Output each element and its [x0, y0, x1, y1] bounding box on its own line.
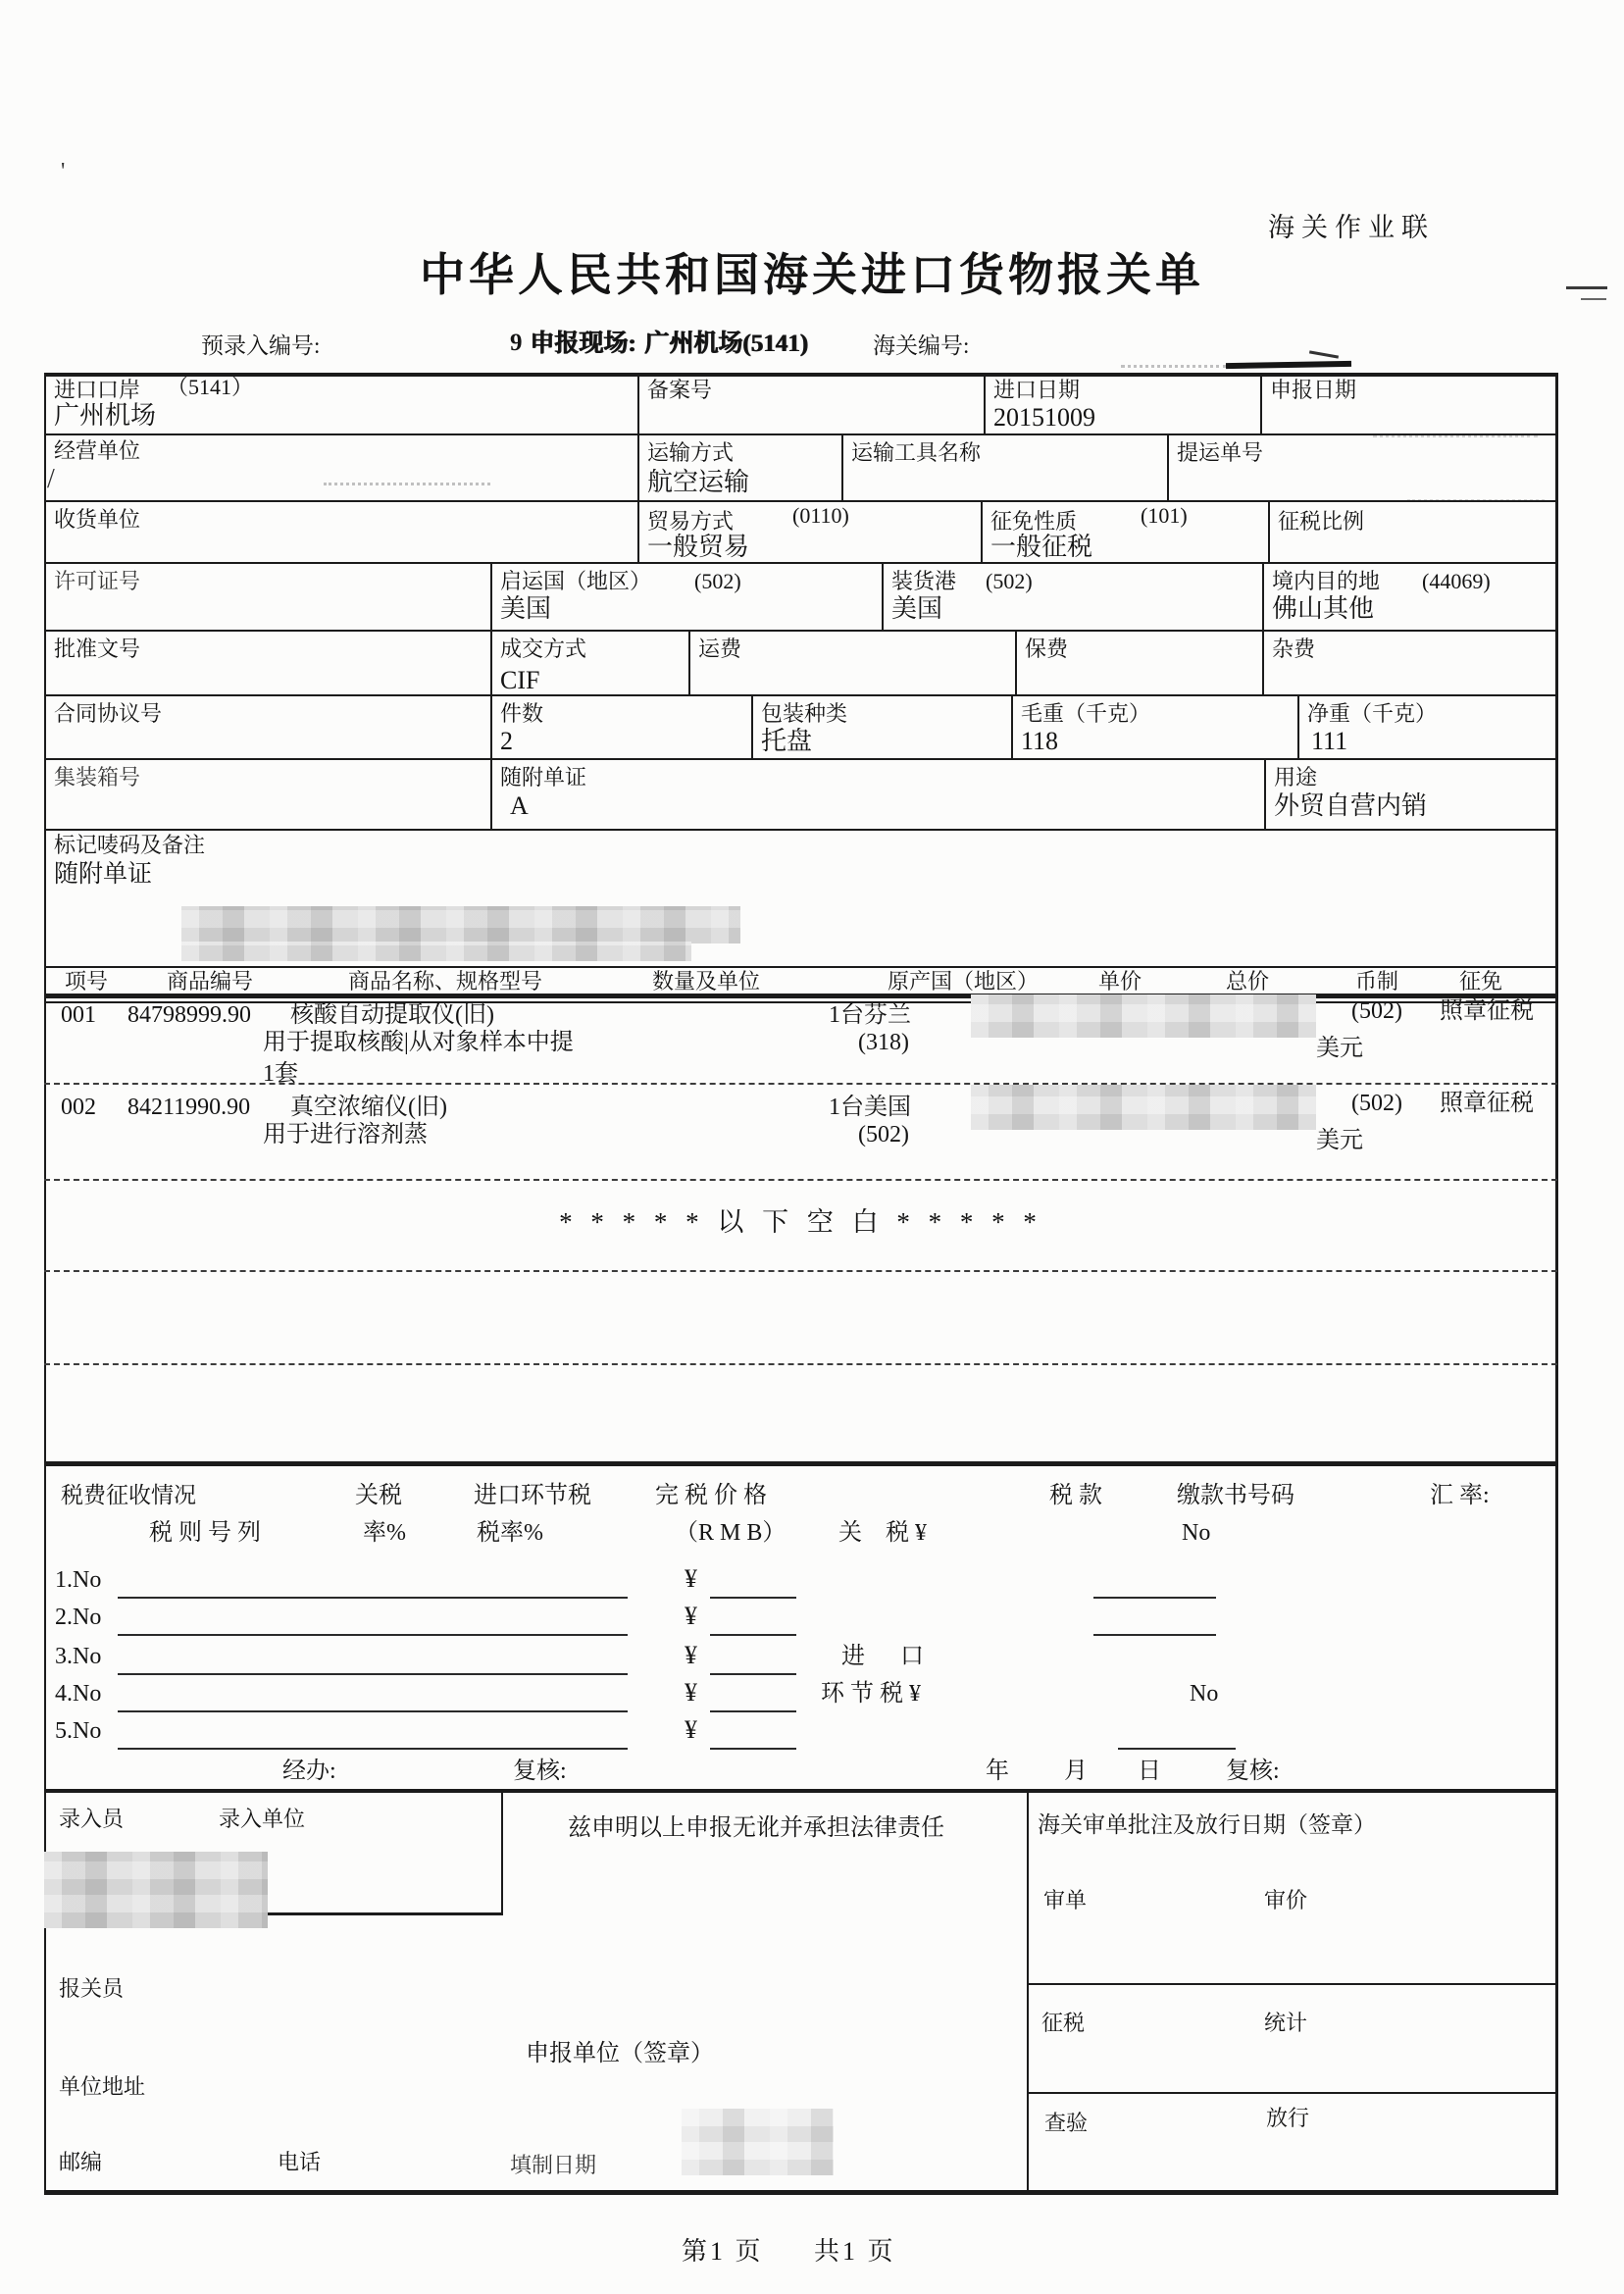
item-separator [44, 1270, 1557, 1272]
tax-col-dutiable-price: 完 税 价 格 [655, 1483, 767, 1508]
item-no: 001 [61, 1002, 96, 1028]
field-package-type-label: 包装种类 [761, 701, 848, 726]
tax-col-rmb: （R M B） [675, 1520, 787, 1546]
col-rule [1015, 630, 1017, 694]
col-rule [1262, 630, 1264, 694]
scan-artifact [1309, 350, 1339, 358]
goods-header-origin: 原产国（地区） [888, 969, 1040, 994]
form-title: 中华人民共和国海关进口货物报关单 [420, 250, 1204, 300]
footer-page-number: 第1 页 [682, 2237, 764, 2266]
item-hs-code: 84211990.90 [127, 1095, 251, 1120]
field-contract-no-label: 合同协议号 [54, 701, 163, 726]
scan-artifact [1226, 361, 1351, 369]
tax-row-label: 5.No [55, 1718, 102, 1744]
col-rule [490, 630, 492, 694]
copy-label: 海关作业联 [1268, 213, 1435, 242]
field-consignee-label: 收货单位 [54, 507, 141, 532]
yen-sign: ¥ [685, 1715, 697, 1744]
item-origin-code: (318) [858, 1030, 909, 1055]
item-levy-mode: 照章征税 [1440, 998, 1534, 1024]
tax-row-underline [118, 1710, 628, 1712]
yen-sign: ¥ [685, 1678, 697, 1707]
field-destination-value: 佛山其他 [1272, 594, 1375, 623]
tax-col-exchange-rate: 汇 率: [1430, 1483, 1490, 1508]
tax-col-tariff-code: 税 则 号 列 [149, 1520, 261, 1546]
tax-col-import-tax: 进口环节税 [474, 1483, 591, 1508]
field-departure-country-code: (502) [694, 569, 741, 593]
declare-unit-label: 申报单位（签章） [526, 2041, 714, 2066]
item-qty: 1台芬兰 [829, 1002, 911, 1028]
tax-row-label: 2.No [55, 1605, 102, 1630]
field-import-port-code: （5141） [167, 375, 254, 399]
scan-artifact [1121, 365, 1227, 368]
field-import-port-value: 广州机场 [54, 401, 157, 430]
col-rule [1268, 500, 1270, 562]
item-name: 核酸自动提取仪(旧) [290, 1002, 494, 1028]
field-departure-country-label: 启运国（地区） [500, 569, 652, 593]
field-deal-mode-value: CIF [500, 666, 540, 694]
field-import-date-value: 20151009 [993, 403, 1095, 432]
bottom-box-rule [501, 1789, 503, 1912]
item-name: 真空浓缩仪(旧) [290, 1095, 447, 1120]
preentry-no-label: 预录入编号: [201, 333, 321, 358]
yen-sign: ¥ [685, 1564, 697, 1593]
field-insurance-label: 保费 [1025, 637, 1069, 661]
tax-row-underline [1093, 1597, 1216, 1599]
goods-header-rule [44, 994, 1557, 998]
field-destination-label: 境内目的地 [1272, 569, 1381, 593]
field-net-weight-label: 净重（千克） [1307, 701, 1438, 726]
table-border [1555, 373, 1558, 2195]
bottom-section-rule [44, 1789, 1557, 1793]
goods-header-qty-unit: 数量及单位 [652, 969, 761, 994]
field-attached-docs-value: A [510, 791, 529, 820]
item-separator [44, 1083, 1557, 1085]
field-import-date-label: 进口日期 [993, 378, 1081, 402]
col-rule [637, 433, 639, 500]
phone-label: 电话 [278, 2150, 322, 2174]
goods-header-levy: 征免 [1459, 969, 1503, 994]
price-review-label: 审价 [1264, 1888, 1308, 1912]
bottom-col-rule [1027, 1789, 1029, 2191]
customs-note-label: 海关审单批注及放行日期（签章） [1038, 1812, 1376, 1837]
row-rule [44, 562, 1557, 564]
doc-review-label: 审单 [1043, 1888, 1088, 1912]
field-bill-no-label: 提运单号 [1177, 440, 1264, 465]
row-rule [44, 694, 1557, 696]
tax-col-import-tax-rate: 税率% [477, 1520, 543, 1546]
entry-unit-label: 录入单位 [219, 1807, 306, 1831]
item-desc: 用于提取核酸|从对象样本中提 [263, 1030, 574, 1055]
field-record-no-label: 备案号 [647, 378, 713, 402]
tax-review-label: 复核: [513, 1759, 567, 1784]
redaction-block [682, 2109, 834, 2175]
tax-row-underline [710, 1634, 796, 1636]
taxation-label: 征税 [1041, 2011, 1086, 2035]
tax-col-no: No [1182, 1520, 1211, 1546]
col-rule [1262, 562, 1264, 630]
scan-artifact [1566, 286, 1607, 289]
col-rule [490, 758, 492, 829]
tax-import-word: 进 口 [841, 1644, 924, 1669]
col-rule [1260, 373, 1262, 433]
col-rule [688, 630, 690, 694]
inspection-label: 查验 [1044, 2111, 1089, 2135]
tax-row-label: 1.No [55, 1567, 102, 1593]
field-loading-port-code: (502) [986, 569, 1033, 593]
field-gross-weight-label: 毛重（千克） [1021, 701, 1151, 726]
col-rule [490, 694, 492, 758]
field-approval-no-label: 批准文号 [54, 637, 141, 661]
field-trade-mode-code: (0110) [792, 503, 849, 528]
row-rule [44, 966, 1557, 968]
field-pieces-label: 件数 [500, 701, 544, 726]
tax-row-underline [118, 1597, 628, 1599]
statistics-label: 统计 [1264, 2011, 1308, 2035]
postcode-label: 邮编 [59, 2150, 103, 2174]
col-rule [637, 500, 639, 562]
tax-month-label: 月 [1064, 1759, 1088, 1784]
field-trade-mode-value: 一般贸易 [647, 533, 750, 561]
field-loading-port-label: 装货港 [891, 569, 957, 593]
field-levy-nature-code: (101) [1141, 503, 1188, 528]
field-marks-value: 随附单证 [54, 861, 153, 888]
field-freight-label: 运费 [698, 637, 742, 661]
field-deal-mode-label: 成交方式 [500, 637, 587, 661]
tax-row4-no: No [1190, 1681, 1219, 1707]
tax-col-tariff: 关税 [355, 1483, 402, 1508]
bottom-col-rule [1027, 1983, 1557, 1985]
scan-artifact-slash: / [47, 464, 55, 494]
goods-header-total-price: 总价 [1226, 969, 1270, 994]
col-rule [981, 500, 983, 562]
field-license-no-label: 许可证号 [54, 569, 141, 593]
tax-section-rule [44, 1461, 1557, 1466]
declare-site-value: 广州机场(5141) [644, 331, 808, 357]
field-marks-label: 标记唛码及备注 [54, 833, 206, 857]
col-rule [490, 562, 492, 630]
field-gross-weight-value: 118 [1021, 727, 1059, 755]
tax-row-underline [710, 1597, 796, 1599]
col-rule [637, 373, 639, 433]
scan-artifact [1581, 298, 1606, 300]
tax-col-amount: 税 款 [1049, 1483, 1102, 1508]
col-rule [984, 373, 986, 433]
customs-no-label: 海关编号: [873, 333, 970, 358]
scan-artifact [324, 483, 490, 485]
col-rule [1297, 694, 1299, 758]
tax-year-label: 年 [986, 1759, 1009, 1784]
tax-row-underline [1118, 1748, 1236, 1750]
goods-header-currency: 币制 [1355, 969, 1399, 994]
bottom-col-rule [1027, 2092, 1557, 2094]
item-desc: 用于进行溶剂蒸 [263, 1122, 428, 1147]
row-rule [44, 500, 1557, 502]
field-usage-label: 用途 [1274, 765, 1318, 790]
col-rule [1011, 694, 1013, 758]
tax-review2-label: 复核: [1226, 1759, 1280, 1784]
item-qty: 1台美国 [829, 1095, 911, 1120]
tax-col-tariff-rate: 率% [363, 1520, 406, 1546]
field-destination-code: (44069) [1422, 569, 1491, 593]
field-loading-port-value: 美国 [891, 594, 943, 623]
field-declare-date-label: 申报日期 [1270, 378, 1357, 402]
item-levy-mode: 照章征税 [1440, 1091, 1534, 1116]
tax-row-underline [118, 1673, 628, 1675]
col-rule [1167, 433, 1169, 500]
row-rule [44, 829, 1557, 831]
field-pieces-value: 2 [500, 727, 513, 755]
item-origin-code: (502) [858, 1122, 909, 1147]
redaction-block [971, 994, 1316, 1038]
redaction-block [971, 1085, 1316, 1130]
row-rule [44, 630, 1557, 632]
field-levy-nature-value: 一般征税 [990, 533, 1093, 561]
field-net-weight-value: 111 [1311, 727, 1348, 755]
field-import-port-label: 进口口岸 [54, 378, 141, 402]
goods-header-rule [44, 1001, 1557, 1003]
goods-header-name-spec: 商品名称、规格型号 [348, 969, 543, 994]
table-border [44, 2190, 1558, 2195]
scan-artifact-quote: ' [61, 159, 66, 184]
field-package-type-value: 托盘 [761, 727, 813, 755]
entry-clerk-label: 录入员 [59, 1807, 125, 1831]
item-currency: 美元 [1316, 1036, 1363, 1061]
tax-operator-label: 经办: [282, 1759, 336, 1784]
col-rule [882, 562, 884, 630]
field-transport-mode-value: 航空运输 [647, 468, 750, 496]
blank-below-note: * * * * * 以 下 空 白 * * * * * [559, 1207, 1042, 1237]
tax-row-underline [710, 1748, 796, 1750]
item-separator [44, 1179, 1557, 1181]
field-usage-value: 外贸自营内销 [1274, 791, 1428, 820]
goods-header-item-no: 项号 [65, 969, 109, 994]
redaction-block [181, 906, 740, 943]
tax-day-label: 日 [1138, 1759, 1161, 1784]
field-misc-fees-label: 杂费 [1272, 637, 1316, 661]
item-desc2: 1套 [263, 1061, 298, 1087]
field-container-no-label: 集装箱号 [54, 765, 141, 790]
item-separator [44, 1363, 1557, 1365]
tax-col-duty-yen: 关 税 ¥ [838, 1520, 927, 1546]
tax-link-tax-word: 环 节 税 ¥ [821, 1681, 921, 1707]
fill-date-label: 填制日期 [510, 2153, 597, 2177]
tax-section-label: 税费征收情况 [61, 1483, 196, 1507]
item-currency: 美元 [1316, 1128, 1363, 1153]
tax-row-underline [1093, 1634, 1216, 1636]
footer-page-total: 共1 页 [814, 2237, 896, 2266]
tax-row-underline [118, 1634, 628, 1636]
field-operator-label: 经营单位 [54, 438, 141, 463]
field-departure-country-value: 美国 [500, 594, 552, 623]
yen-sign: ¥ [685, 1641, 697, 1669]
goods-header-hs-code: 商品编号 [167, 969, 254, 994]
redaction-block [44, 1852, 268, 1928]
item-no: 002 [61, 1095, 96, 1120]
field-tax-ratio-label: 征税比例 [1278, 509, 1365, 534]
field-attached-docs-label: 随附单证 [500, 765, 587, 790]
item-currency-code: (502) [1351, 998, 1402, 1024]
item-currency-code: (502) [1351, 1091, 1402, 1116]
tax-row-underline [710, 1673, 796, 1675]
declarant-label: 报关员 [59, 1976, 125, 2001]
field-trade-mode-label: 贸易方式 [647, 509, 735, 534]
goods-header-unit-price: 单价 [1098, 969, 1142, 994]
overprint-mark: 9 [510, 330, 523, 356]
declare-site-label: 申报现场: [530, 331, 636, 357]
field-transport-mode-label: 运输方式 [647, 440, 735, 465]
unit-address-label: 单位地址 [59, 2074, 146, 2099]
table-border [44, 373, 1557, 377]
tax-row-underline [118, 1748, 628, 1750]
tax-row-label: 3.No [55, 1644, 102, 1669]
field-levy-nature-label: 征免性质 [990, 509, 1078, 534]
tax-row-underline [710, 1710, 796, 1712]
row-rule [44, 433, 1557, 435]
redaction-block [181, 942, 691, 961]
tax-col-payment-no: 缴款书号码 [1177, 1483, 1294, 1508]
declaration-statement: 兹申明以上申报无讹并承担法律责任 [568, 1815, 944, 1841]
col-rule [1264, 758, 1266, 829]
field-transport-name-label: 运输工具名称 [851, 440, 982, 465]
release-label: 放行 [1266, 2106, 1310, 2130]
row-rule [44, 758, 1557, 760]
tax-row-label: 4.No [55, 1681, 102, 1707]
col-rule [751, 694, 753, 758]
item-hs-code: 84798999.90 [127, 1002, 251, 1028]
yen-sign: ¥ [685, 1602, 697, 1630]
col-rule [841, 433, 843, 500]
